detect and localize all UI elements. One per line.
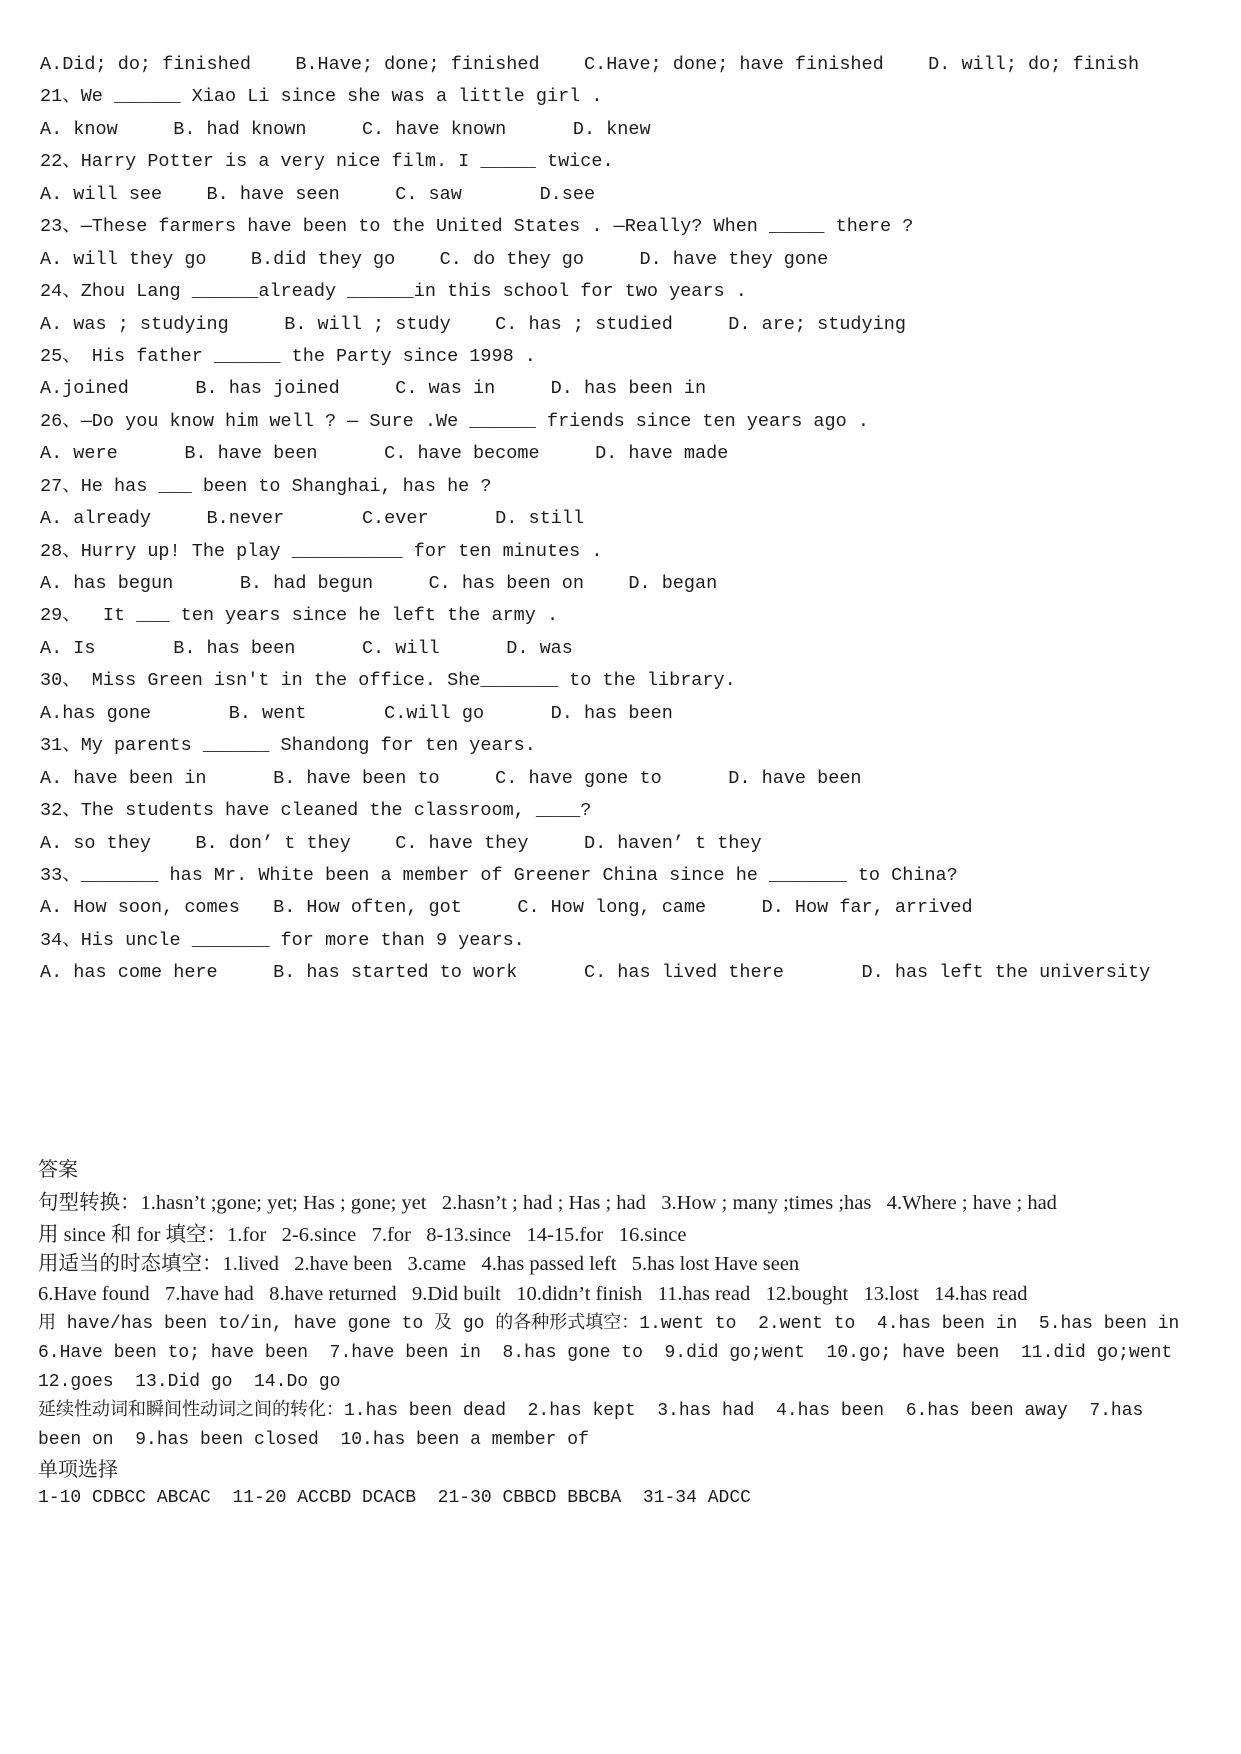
option-d: D. has been xyxy=(550,702,673,724)
option-a: A. was ; studying xyxy=(40,313,229,335)
option-a: A.Did; do; finished xyxy=(40,54,251,75)
answer-tense-fill-line-1: 用适当的时态填空：1.lived 2.have been 3.came 4.has passed left 5.has lost Have seen xyxy=(38,1253,800,1275)
option-c: C. will xyxy=(361,637,440,659)
option-d: D. haven’ t they xyxy=(583,832,762,854)
option-d: D. was xyxy=(506,637,573,659)
option-c: C. has been on xyxy=(428,573,584,594)
question-27-stem: 27、He has ___ been to Shanghai, has he ? xyxy=(40,475,492,497)
question-28-options xyxy=(40,568,958,600)
question-29-stem: 29、 It ___ ten years since he left the army . xyxy=(40,605,559,627)
option-c: C. have become xyxy=(384,443,540,465)
answer-tense-fill-line-2: 6.Have found 7.have had 8.have returned 9.Did built 10.didn’t finish 11.has read 12.bought 13.lost 14.has read xyxy=(38,1283,1028,1305)
option-b: B. have been to xyxy=(273,767,440,789)
option-b: B.Have; done; finished xyxy=(295,54,540,75)
option-d: D. How far, arrived xyxy=(761,897,973,919)
option-c: C.Have; done; have finished xyxy=(583,54,884,75)
question-20-options xyxy=(40,49,1140,81)
option-d: D. will; do; finish xyxy=(928,54,1140,75)
question-32-options xyxy=(40,828,958,860)
question-23-options xyxy=(40,244,958,276)
question-28-stem: 28、Hurry up! The play __________ for ten minutes . xyxy=(40,540,603,562)
option-a: A.joined xyxy=(40,378,129,400)
option-c: C.will go xyxy=(384,702,485,724)
question-31-options xyxy=(40,763,958,795)
option-b: B. How often, got xyxy=(273,897,462,919)
question-23-stem: 23、—These farmers have been to the United States . —Really? When _____ there ? xyxy=(40,216,914,238)
question-26-options xyxy=(40,438,958,470)
option-d: D. has left the university xyxy=(861,962,1151,984)
option-d: D.see xyxy=(539,183,596,205)
option-c: C. do they go xyxy=(439,248,584,270)
question-24-options xyxy=(40,309,958,341)
question-34-stem: 34、His uncle _______ for more than 9 years. xyxy=(40,929,525,951)
option-a: A. has begun xyxy=(40,573,174,594)
option-c: C. How long, came xyxy=(517,897,707,919)
question-25-stem: 25、 His father ______ the Party since 1998 . xyxy=(40,345,536,367)
option-b: B. went xyxy=(228,702,307,724)
question-list xyxy=(40,49,1151,990)
option-b: B.did they go xyxy=(250,248,396,270)
question-24-stem: 24、Zhou Lang ______already ______in this school for two years . xyxy=(40,281,747,303)
option-d: D. still xyxy=(495,508,584,530)
option-a: A. will they go xyxy=(40,248,207,270)
option-d: D. have they gone xyxy=(639,248,829,270)
question-30-stem: 30、 Miss Green isn't in the office. She_______ to the library. xyxy=(40,670,736,692)
option-b: B. has joined xyxy=(195,378,340,400)
option-a: A. have been in xyxy=(40,767,207,789)
option-a: A. so they xyxy=(40,832,152,854)
option-a: A. know xyxy=(40,118,118,140)
question-22-options xyxy=(40,179,958,211)
option-d: D. have made xyxy=(595,443,729,465)
question-30-options xyxy=(40,698,958,730)
answer-sentence-transform: 句型转换：1.hasn’t ;gone; yet; Has ; gone; yet 2.hasn’t ; had ; Has ; had 3.How ; many ;times ;has 4.Where ; have ; had xyxy=(38,1192,1057,1214)
option-c: C.ever xyxy=(361,508,429,530)
option-a: A. already xyxy=(40,508,152,530)
option-d: D. began xyxy=(628,573,718,594)
question-29-options xyxy=(40,633,958,665)
option-c: C. has lived there xyxy=(583,962,784,984)
question-22-stem: 22、Harry Potter is a very nice film. I _____ twice. xyxy=(40,151,614,173)
option-a: A. Is xyxy=(40,637,96,659)
option-b: B. have seen xyxy=(206,183,340,205)
answer-been-gone-line-2: 6.Have been to; have been 7.have been in 8.has gone to 9.did go;went 10.go; have been 11.did go;went xyxy=(38,1343,1173,1363)
option-b: B. has started to work xyxy=(273,962,518,984)
question-26-stem: 26、—Do you know him well ? — Sure .We ______ friends since ten years ago . xyxy=(40,410,869,432)
question-33-options xyxy=(40,892,973,924)
option-a: A.has gone xyxy=(40,702,152,724)
answer-been-gone-line-1: 用 have/has been to/in, have gone to 及 go 的各种形式填空：1.went to 2.went to 4.has been in 5.has been in xyxy=(38,1314,1180,1334)
multiple-choice-key: 1-10 CDBCC ABCAC 11-20 ACCBD DCACB 21-30 CBBCD BBCBA 31-34 ADCC xyxy=(38,1488,751,1508)
option-b: B. had begun xyxy=(239,573,374,594)
option-c: C. was in xyxy=(395,378,496,400)
option-b: B. had known xyxy=(173,118,307,140)
multiple-choice-heading: 单项选择 xyxy=(38,1457,118,1481)
option-a: A. How soon, comes xyxy=(40,897,240,919)
option-d: D. knew xyxy=(572,118,651,140)
answer-heading: 答案 xyxy=(38,1157,78,1181)
option-c: C. has ; studied xyxy=(495,313,673,335)
option-b: B. has been xyxy=(173,637,296,659)
question-27-options xyxy=(40,503,958,535)
option-b: B. have been xyxy=(184,443,318,465)
option-c: C. have they xyxy=(395,832,529,854)
option-c: C. have known xyxy=(361,118,507,140)
option-a: A. were xyxy=(40,443,118,465)
option-d: D. have been xyxy=(728,767,862,789)
option-b: B.never xyxy=(206,508,285,530)
option-a: A. has come here xyxy=(40,962,218,984)
answer-since-for: 用 since 和 for 填空：1.for 2-6.since 7.for 8-13.since 14-15.for 16.since xyxy=(38,1224,687,1246)
question-25-options xyxy=(40,373,958,405)
option-b: B. don’ t they xyxy=(195,832,351,854)
question-31-stem: 31、My parents ______ Shandong for ten years. xyxy=(40,735,536,757)
question-21-stem: 21、We ______ Xiao Li since she was a little girl . xyxy=(40,86,603,108)
answer-verb-conversion-line-2: been on 9.has been closed 10.has been a member of xyxy=(38,1430,589,1450)
answer-verb-conversion-line-1: 延续性动词和瞬间性动词之间的转化：1.has been dead 2.has kept 3.has had 4.has been 6.has been away 7.has xyxy=(38,1401,1144,1421)
question-33-stem: 33、_______ has Mr. White been a member of Greener China since he _______ to China? xyxy=(40,864,958,886)
option-d: D. has been in xyxy=(550,378,707,400)
option-c: C. saw xyxy=(395,183,462,205)
question-32-stem: 32、The students have cleaned the classroom, ____? xyxy=(40,800,592,822)
option-d: D. are; studying xyxy=(728,313,906,335)
question-21-options xyxy=(40,114,958,146)
option-c: C. have gone to xyxy=(495,767,662,789)
question-34-options xyxy=(40,957,1151,989)
option-a: A. will see xyxy=(40,183,163,205)
option-b: B. will ; study xyxy=(284,313,451,335)
answer-been-gone-line-3: 12.goes 13.Did go 14.Do go xyxy=(38,1372,341,1392)
